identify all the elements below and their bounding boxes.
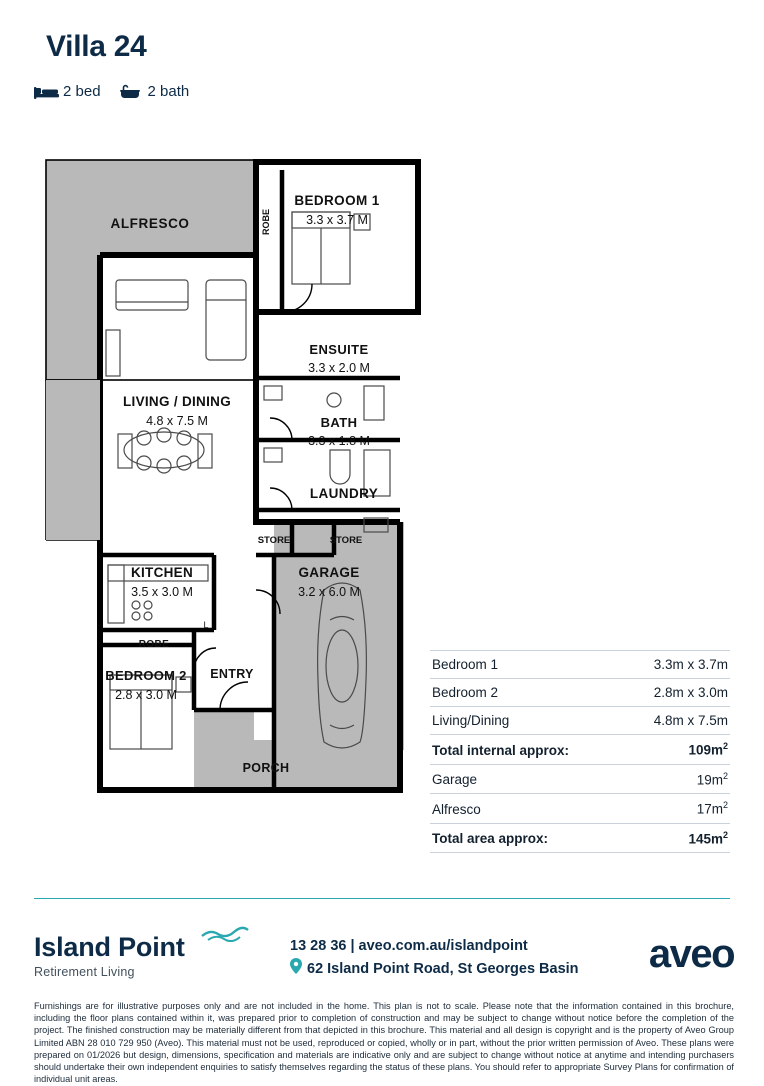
- label-porch: PORCH: [242, 761, 290, 775]
- label-garage: GARAGE: [298, 565, 360, 580]
- label-bedroom1: BEDROOM 1: [294, 193, 380, 208]
- label-wc-marker: L: [203, 620, 209, 630]
- brand-tagline: Retirement Living: [34, 965, 135, 979]
- contact-address-text: 62 Island Point Road, St Georges Basin: [307, 960, 579, 977]
- area-value: 3.3m x 3.7m: [653, 657, 728, 672]
- location-pin-icon: [290, 958, 302, 982]
- label-ensuite-dims: 3.3 x 2.0 M: [308, 361, 370, 375]
- spec-bed-label: 2 bed: [63, 83, 101, 100]
- area-label: Living/Dining: [432, 713, 510, 728]
- label-bath: BATH: [320, 415, 358, 430]
- spec-bath: [119, 83, 190, 100]
- area-row-total-internal: [430, 735, 730, 765]
- contact-block: [290, 936, 579, 982]
- contact-phone-web[interactable]: 13 28 36 | aveo.com.au/islandpoint: [290, 938, 528, 954]
- label-alfresco: ALFRESCO: [110, 216, 190, 231]
- area-schedule-table: [430, 650, 730, 853]
- area-label: Total internal approx:: [432, 742, 570, 758]
- label-kitchen-dims: 3.5 x 3.0 M: [131, 585, 193, 599]
- label-entry: ENTRY: [210, 667, 254, 681]
- area-row: [430, 765, 730, 795]
- area-row: [430, 707, 730, 735]
- contact-address: [290, 958, 579, 982]
- area-row: [430, 679, 730, 707]
- label-garage-dims: 3.2 x 6.0 M: [298, 585, 360, 599]
- label-bedroom1-dims: 3.3 x 3.7 M: [306, 213, 368, 227]
- area-row: [430, 650, 730, 679]
- area-value: $145m^2$: [688, 829, 728, 846]
- page-title: Villa 24: [46, 30, 147, 63]
- area-row: [430, 794, 730, 824]
- area-value: 4.8m x 7.5m: [653, 713, 728, 728]
- area-value: 2.8m x 3.0m: [653, 685, 728, 700]
- bed-icon: [34, 84, 56, 100]
- label-bath-dims: 3.3 x 1.8 M: [308, 434, 370, 448]
- aveo-logo: aveo: [648, 932, 734, 976]
- label-store-2: STORE: [329, 535, 363, 546]
- label-robe-top: ROBE: [261, 208, 271, 236]
- area-label: Total area approx:: [432, 831, 549, 846]
- spec-bath-label: 2 bath: [147, 83, 190, 100]
- area-value: $17m^2$: [696, 800, 728, 817]
- floor-plan: [34, 150, 434, 830]
- wave-icon: [200, 926, 250, 947]
- label-bedroom2-dims: 2.8 x 3.0 M: [115, 688, 177, 702]
- area-label: Alfresco: [432, 801, 481, 817]
- footer-divider: [34, 898, 730, 899]
- area-value: $19m^2$: [696, 770, 728, 787]
- label-store-1: STORE: [257, 535, 291, 546]
- footer: [34, 920, 734, 990]
- area-value: $109m^2$: [688, 741, 728, 758]
- legal-disclaimer: Furnishings are for illustrative purposes only and are not included in the home. This plan is not to scale. Please note that the information contained in this brochure, including the floor plans contained within it, was prepared prior to completion of construction and may be subject to change without notice before the completion of the project. The finished construction may be materially different from that depicted in this brochure. This material and all design is copyright and is the property of Aveo Group Limited ABN 28 010 729 950 (Aveo). This material must not be used, reproduced or copied, wholly or in part, without the prior written permission of Aveo. These plans were prepared on 01/2026 but design, dimensions, specification and materials are indicative only and are subject to change without notice at anytime and intending purchasers should undertake their own independent enquiries to satisfy themselves regarding the status of these plans. You should refer to appropriate Survey Plans for confirmation of individual unit areas.: [34, 1001, 734, 1085]
- label-ensuite: ENSUITE: [309, 342, 369, 357]
- label-living-dims: 4.8 x 7.5 M: [146, 414, 208, 428]
- label-bedroom2: BEDROOM 2: [105, 668, 187, 683]
- property-specs: [34, 83, 189, 100]
- bath-icon: [119, 84, 141, 100]
- label-kitchen: KITCHEN: [130, 565, 194, 580]
- area-label: Bedroom 1: [432, 657, 499, 672]
- label-laundry: LAUNDRY: [309, 486, 379, 501]
- label-living: LIVING / DINING: [122, 394, 232, 409]
- label-robe-bottom: ROBE: [138, 639, 170, 650]
- island-point-logo: [34, 932, 185, 979]
- brand-name: Island Point: [34, 932, 185, 962]
- area-label: Garage: [432, 772, 478, 787]
- area-row-total: [430, 824, 730, 854]
- spec-bed: [34, 83, 101, 100]
- area-label: Bedroom 2: [432, 685, 499, 700]
